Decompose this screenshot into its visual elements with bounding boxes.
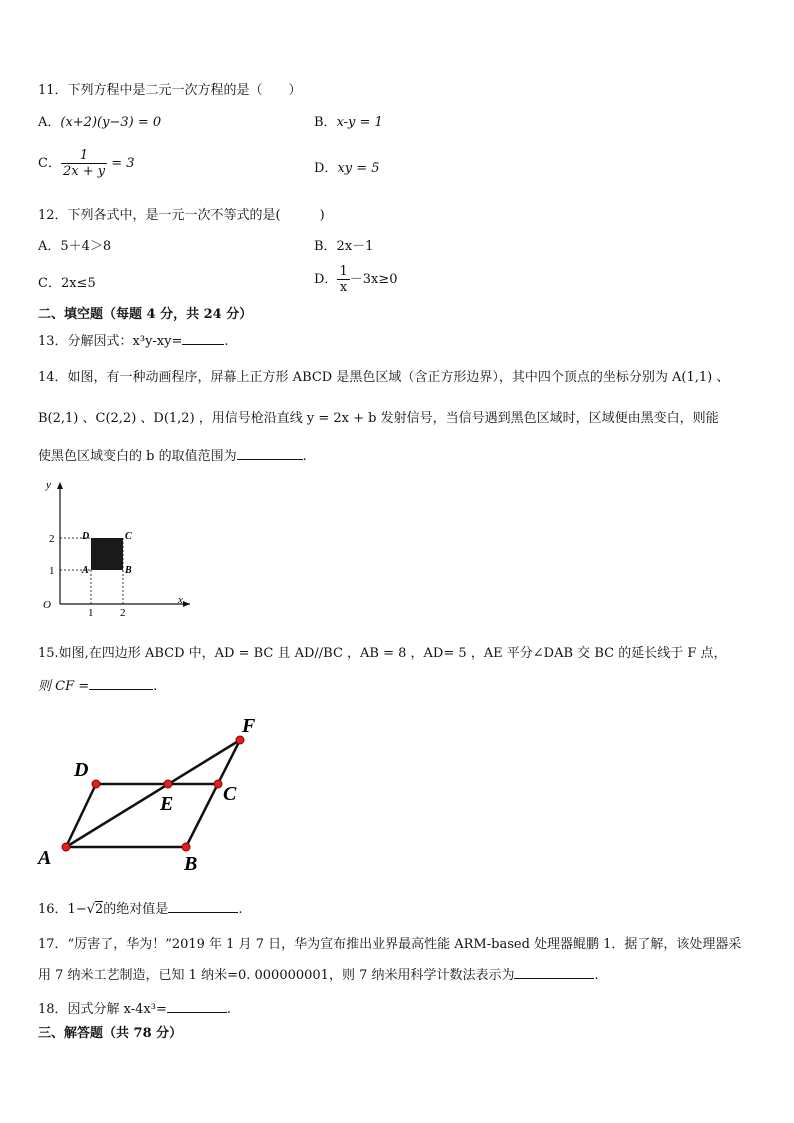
option-label: D．: [314, 161, 338, 176]
q11-option-c: [38, 148, 135, 179]
label-f: F: [242, 715, 256, 737]
point-label-c: C: [125, 531, 132, 542]
q14-line-2: B(2,1) 、C(2,2) 、D(1,2) ，用信号枪沿直线 y = 2x + b 发射信号，当信号遇到黑色区域时，区域便由黑变白，则能: [38, 411, 719, 426]
y-tick-label: 1: [49, 565, 55, 577]
option-label: A．: [38, 115, 61, 130]
answer-blank[interactable]: [168, 900, 238, 913]
q13: [38, 332, 229, 351]
label-b: B: [184, 853, 198, 875]
q11-option-a: [38, 114, 161, 132]
answer-blank[interactable]: [237, 447, 303, 460]
q16-text: 的绝对值是: [103, 902, 169, 917]
section-heading-solutions: 三、解答题（共 78 分）: [38, 1026, 183, 1041]
q15-line-2: [38, 677, 157, 696]
option-expression: xy = 5: [337, 161, 380, 176]
q18-text: 18．因式分解 x-4x³=: [38, 1002, 167, 1017]
section-heading-fill-in: 二、填空题（每题 4 分，共 24 分）: [38, 307, 253, 322]
q16-end: .: [238, 902, 243, 917]
q17-text: 用 7 纳米工艺制造，已知 1 纳米=0. 000000001，则 7 纳米用科学计数法表示为: [38, 968, 515, 983]
fraction-denominator: x: [337, 279, 349, 295]
black-square-abcd: [91, 538, 123, 570]
fraction: [61, 148, 107, 179]
q14-end: .: [302, 449, 307, 464]
q15-parallelogram-figure: [30, 706, 280, 878]
y-axis-label: y: [46, 479, 51, 491]
q13-end: .: [224, 334, 229, 349]
answer-blank[interactable]: [89, 677, 153, 690]
option-label: C．: [38, 156, 61, 171]
q17-end: .: [594, 968, 599, 983]
q15-line-1: 15.如图,在四边形 ABCD 中，AD = BC 且 AD//BC ，AB = 8 ，AD= 5 ，AE 平分∠DAB 交 BC 的延长线于 F 点，: [38, 646, 727, 661]
fraction: [337, 264, 349, 295]
option-expression: －3x≥0: [349, 272, 398, 287]
q12-stem: 12．下列各式中，是一元一次不等式的是( ): [38, 208, 325, 223]
q12-option-a: A．5＋4＞8: [38, 239, 112, 254]
label-d: D: [74, 759, 89, 781]
y-tick-label: 2: [49, 533, 55, 545]
q12-option-d: [314, 264, 398, 295]
q16-pre: 16．1−: [38, 902, 87, 917]
answer-blank[interactable]: [514, 966, 594, 979]
q14-line-3: [38, 447, 307, 466]
point-e: [164, 780, 172, 788]
q14-coordinate-graph: [30, 476, 200, 616]
q16: [38, 900, 242, 919]
y-axis-arrow-icon: [57, 482, 63, 489]
option-label: B．: [314, 115, 337, 130]
answer-blank[interactable]: [182, 332, 224, 345]
x-tick-label: 2: [120, 607, 126, 616]
option-expression: (x+2)(y−3) = 0: [60, 115, 162, 130]
q11-option-b: [314, 114, 383, 132]
point-b: [182, 843, 190, 851]
x-tick-label: 1: [88, 607, 94, 616]
q17-line-1: 17．“厉害了，华为！”2019 年 1 月 7 日，华为宣布推出业界最高性能 ARM-based 处理器鲲鹏 1．据了解，该处理器采: [38, 937, 742, 952]
point-label-d: D: [82, 531, 90, 542]
point-a: [62, 843, 70, 851]
q14-text: 使黑色区域变白的 b 的取值范围为: [38, 449, 237, 464]
x-axis-label: x: [178, 594, 183, 606]
label-e: E: [160, 793, 174, 815]
x-axis-arrow-icon: [183, 601, 190, 607]
point-c: [214, 780, 222, 788]
q17-line-2: [38, 966, 599, 985]
q12-option-b: B．2x－1: [314, 239, 374, 254]
radicand: 2: [95, 902, 104, 917]
point-f: [236, 736, 244, 744]
answer-blank[interactable]: [167, 1000, 227, 1013]
q13-text: 13．分解因式：x³y-xy=: [38, 334, 183, 349]
sqrt-icon: √: [86, 902, 96, 917]
point-label-b: B: [125, 565, 132, 576]
q15-end: .: [153, 679, 158, 694]
point-d: [92, 780, 100, 788]
point-label-a: A: [82, 565, 89, 576]
fraction-numerator: 1: [79, 148, 89, 163]
q11-stem: 11．下列方程中是二元一次方程的是（ ）: [38, 83, 302, 98]
option-label: D．: [314, 272, 338, 287]
q11-option-d: [314, 160, 380, 178]
origin-label: O: [43, 599, 51, 611]
label-a: A: [38, 847, 52, 869]
q12-option-c: C．2x≤5: [38, 276, 96, 291]
label-c: C: [223, 783, 237, 805]
fraction-numerator: 1: [339, 264, 348, 279]
fraction-denominator: 2x + y: [62, 164, 106, 179]
q15-text: 则 CF =: [38, 679, 90, 694]
q18-end: .: [226, 1002, 232, 1017]
option-expression: = 3: [111, 156, 135, 171]
q18: [38, 1000, 231, 1019]
option-expression: x-y = 1: [336, 115, 383, 130]
q14-line-1: 14．如图，有一种动画程序，屏幕上正方形 ABCD 是黑色区域（含正方形边界），其中四个顶点的坐标分别为 A(1,1) 、: [38, 370, 730, 385]
